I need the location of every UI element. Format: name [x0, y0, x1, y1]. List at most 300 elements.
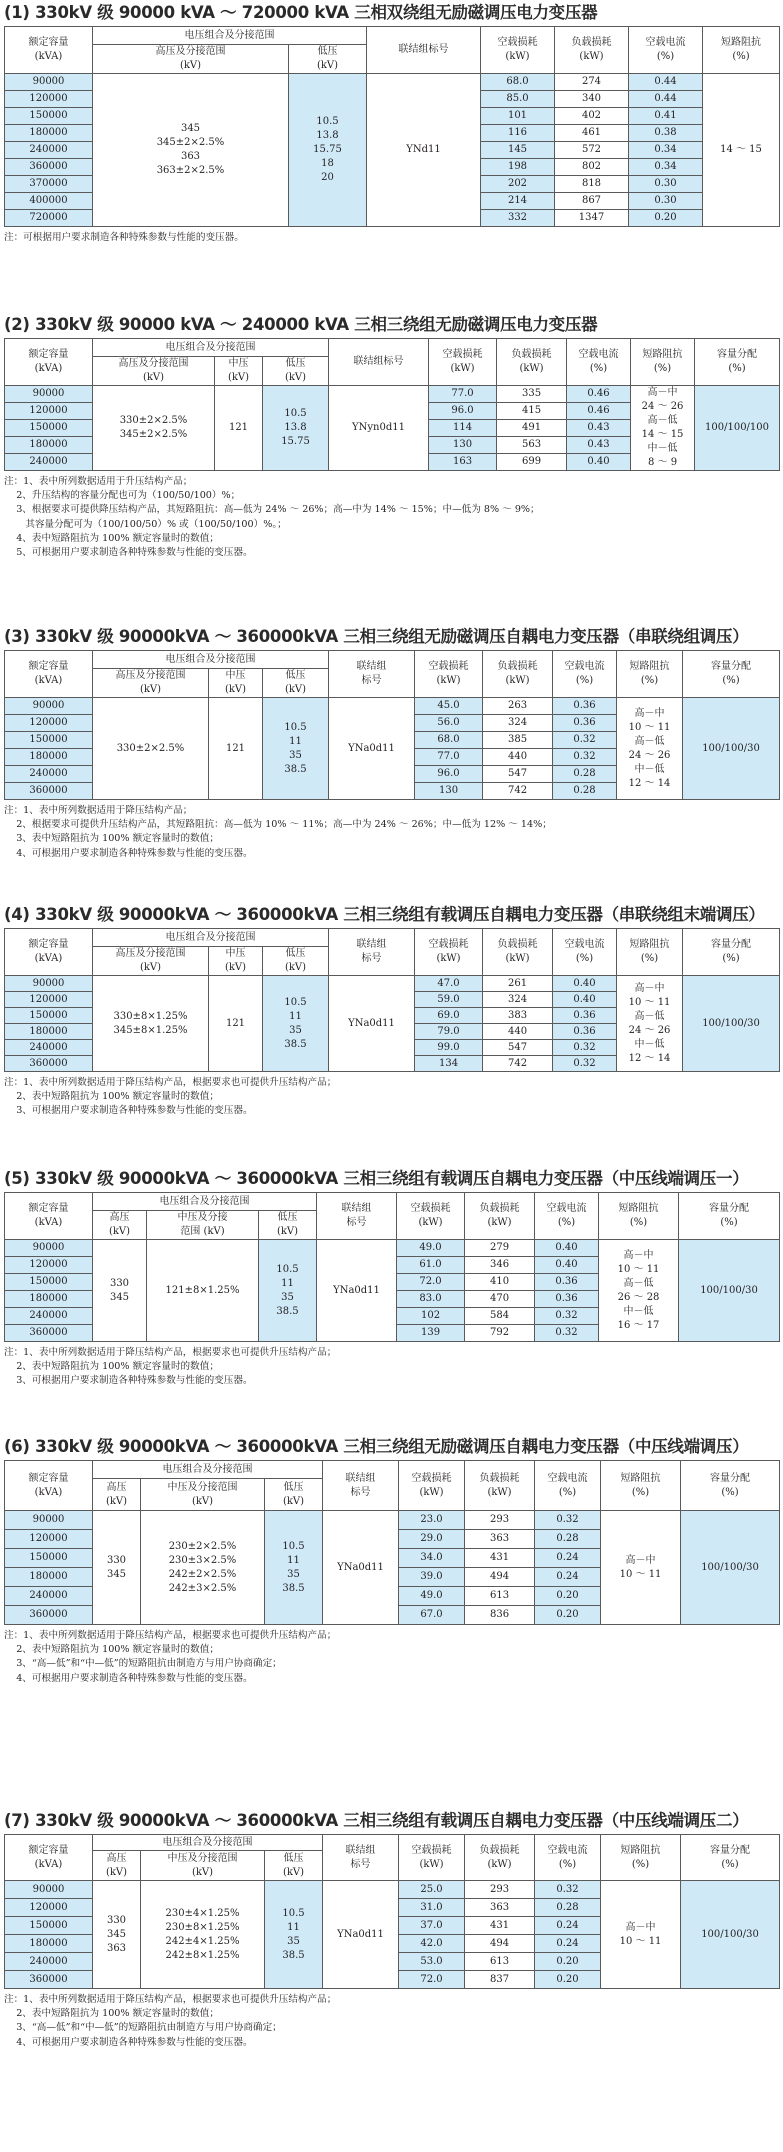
header-voltage-group: 电压组合及分接范围 [93, 339, 329, 357]
load-loss-cell: 461 [555, 125, 629, 142]
spec-table [4, 338, 780, 471]
load-loss-cell: 867 [555, 193, 629, 210]
load-loss-cell: 410 [465, 1274, 535, 1291]
no-load-current-cell: 0.36 [553, 715, 617, 732]
header-connection: 联结组 标号 [317, 1193, 397, 1240]
load-loss-cell: 383 [483, 1008, 553, 1024]
header-no-load-current: 空载电流 (%) [535, 1461, 601, 1511]
load-loss-cell: 293 [465, 1881, 535, 1899]
no-load-current-cell: 0.36 [553, 698, 617, 715]
no-load-current-cell: 0.24 [535, 1917, 601, 1935]
impedance-cell: 高－中 24 ～ 26 高－低 14 ～ 15 中－低 8 ～ 9 [631, 386, 695, 471]
distribution-cell: 100/100/30 [679, 1240, 780, 1342]
capacity-cell: 120000 [5, 1899, 93, 1917]
no-load-loss-cell: 67.0 [399, 1606, 465, 1625]
capacity-cell: 120000 [5, 1257, 93, 1274]
header-no-load-loss: 空载损耗 (kW) [415, 651, 483, 698]
distribution-cell: 100/100/100 [695, 386, 780, 471]
capacity-cell: 240000 [5, 1308, 93, 1325]
capacity-cell: 150000 [5, 420, 93, 437]
distribution-cell: 100/100/30 [683, 698, 780, 800]
table-section-2 [4, 312, 779, 560]
lv-cell: 10.5 11 35 38.5 [263, 976, 329, 1072]
header-hv: 高压及分接范围 (kV) [93, 669, 209, 698]
no-load-loss-cell: 23.0 [399, 1511, 465, 1530]
header-distribution: 容量分配 (%) [695, 339, 780, 386]
note-line: 4、可根据用户要求制造各种特殊参数与性能的变压器。 [4, 847, 253, 859]
notes [4, 475, 779, 560]
header-no-load-loss: 空载损耗 (kW) [397, 1193, 465, 1240]
load-loss-cell: 613 [465, 1587, 535, 1606]
header-voltage-group: 电压组合及分接范围 [93, 1835, 323, 1851]
no-load-loss-cell: 102 [397, 1308, 465, 1325]
header-distribution: 容量分配 (%) [681, 1461, 780, 1511]
no-load-loss-cell: 45.0 [415, 698, 483, 715]
load-loss-cell: 440 [483, 749, 553, 766]
capacity-cell: 180000 [5, 1935, 93, 1953]
no-load-current-cell: 0.41 [629, 108, 703, 125]
header-voltage-group: 电压组合及分接范围 [93, 1193, 317, 1211]
no-load-current-cell: 0.46 [567, 403, 631, 420]
capacity-cell: 120000 [5, 992, 93, 1008]
mv-cell: 230±4×1.25% 230±8×1.25% 242±4×1.25% 242±8×1.25% [141, 1881, 265, 1989]
no-load-loss-cell: 72.0 [397, 1274, 465, 1291]
no-load-current-cell: 0.24 [535, 1935, 601, 1953]
header-mv: 中压及分接范围 (kV) [141, 1479, 265, 1511]
load-loss-cell: 563 [497, 437, 567, 454]
no-load-loss-cell: 130 [415, 783, 483, 800]
header-mv: 中压 (kV) [209, 669, 263, 698]
no-load-loss-cell: 114 [429, 420, 497, 437]
no-load-loss-cell: 68.0 [415, 732, 483, 749]
no-load-loss-cell: 29.0 [399, 1530, 465, 1549]
mv-cell: 121 [209, 976, 263, 1072]
connection-cell: YNa0d11 [323, 1511, 399, 1625]
hv-cell: 330 345 [93, 1511, 141, 1625]
capacity-cell: 240000 [5, 1040, 93, 1056]
note-line: 注：1、表中所列数据适用于降压结构产品； [4, 805, 193, 816]
header-distribution: 容量分配 (%) [679, 1193, 780, 1240]
note-line: 注：1、表中所列数据适用于降压结构产品，根据要求也可提供升压结构产品； [4, 1630, 337, 1641]
notes [4, 231, 779, 245]
no-load-loss-cell: 56.0 [415, 715, 483, 732]
note-line: 2、根据要求可提供升压结构产品，其短路阻抗：高—低为 10% ～ 11%；高—中为 24% ～ 26%；中—低为 12% ～ 14%； [4, 819, 552, 831]
header-no-load-current: 空载电流 (%) [553, 651, 617, 698]
capacity-cell: 180000 [5, 437, 93, 454]
load-loss-cell: 494 [465, 1568, 535, 1587]
no-load-loss-cell: 42.0 [399, 1935, 465, 1953]
impedance-cell: 高－中 10 ～ 11 [601, 1511, 681, 1625]
no-load-loss-cell: 116 [481, 125, 555, 142]
capacity-cell: 120000 [5, 1530, 93, 1549]
load-loss-cell: 547 [483, 766, 553, 783]
header-load-loss: 负载损耗 (kW) [483, 651, 553, 698]
header-capacity: 额定容量 (kVA) [5, 339, 93, 386]
header-voltage-group: 电压组合及分接范围 [93, 27, 367, 45]
header-capacity: 额定容量 (kVA) [5, 929, 93, 976]
spec-table [4, 1834, 780, 1989]
no-load-current-cell: 0.40 [553, 992, 617, 1008]
load-loss-cell: 802 [555, 159, 629, 176]
no-load-current-cell: 0.20 [535, 1587, 601, 1606]
distribution-cell: 100/100/30 [681, 1881, 780, 1989]
no-load-loss-cell: 96.0 [415, 766, 483, 783]
capacity-cell: 240000 [5, 454, 93, 471]
no-load-current-cell: 0.24 [535, 1568, 601, 1587]
no-load-current-cell: 0.20 [535, 1971, 601, 1989]
note-line: 注：1、表中所列数据适用于降压结构产品，根据要求也可提供升压结构产品； [4, 1347, 337, 1358]
no-load-loss-cell: 163 [429, 454, 497, 471]
table-row [5, 698, 780, 715]
load-loss-cell: 335 [497, 386, 567, 403]
notes [4, 1629, 779, 1686]
capacity-cell: 90000 [5, 386, 93, 403]
connection-cell: YNyn0d11 [329, 386, 429, 471]
no-load-current-cell: 0.40 [567, 454, 631, 471]
no-load-current-cell: 0.20 [535, 1606, 601, 1625]
capacity-cell: 90000 [5, 74, 93, 91]
mv-cell: 121 [215, 386, 263, 471]
load-loss-cell: 836 [465, 1606, 535, 1625]
capacity-cell: 150000 [5, 108, 93, 125]
header-capacity: 额定容量 (kVA) [5, 1193, 93, 1240]
no-load-loss-cell: 85.0 [481, 91, 555, 108]
no-load-current-cell: 0.24 [535, 1549, 601, 1568]
no-load-current-cell: 0.36 [535, 1291, 599, 1308]
no-load-current-cell: 0.28 [535, 1530, 601, 1549]
no-load-current-cell: 0.30 [629, 193, 703, 210]
load-loss-cell: 613 [465, 1953, 535, 1971]
note-line: 2、升压结构的容量分配也可为（100/50/100）%； [4, 490, 241, 502]
header-no-load-loss: 空载损耗 (kW) [399, 1461, 465, 1511]
no-load-loss-cell: 53.0 [399, 1953, 465, 1971]
note-line: 3、“高—低”和“中—低”的短路阻抗由制造方与用户协商确定； [4, 2022, 282, 2034]
load-loss-cell: 837 [465, 1971, 535, 1989]
connection-cell: YNd11 [367, 74, 481, 227]
header-impedance: 短路阻抗 (%) [599, 1193, 679, 1240]
header-capacity: 额定容量 (kVA) [5, 1461, 93, 1511]
header-hv: 高压 (kV) [93, 1851, 141, 1881]
capacity-cell: 240000 [5, 766, 93, 783]
header-connection: 联结组 标号 [323, 1835, 399, 1881]
section-title: (4) 330kV 级 90000kVA ～ 360000kVA 三相三绕组有载调压自耦电力变压器（串联绕组末端调压） [4, 905, 765, 924]
capacity-cell: 150000 [5, 1274, 93, 1291]
notes [4, 1993, 779, 2050]
load-loss-cell: 363 [465, 1530, 535, 1549]
no-load-current-cell: 0.20 [629, 210, 703, 227]
load-loss-cell: 792 [465, 1325, 535, 1342]
no-load-loss-cell: 79.0 [415, 1024, 483, 1040]
table-section-7 [4, 1808, 779, 2050]
header-no-load-current: 空载电流 (%) [567, 339, 631, 386]
no-load-loss-cell: 77.0 [429, 386, 497, 403]
header-lv: 低压 (kV) [265, 1479, 323, 1511]
note-line: 4、可根据用户要求制造各种特殊参数与性能的变压器。 [4, 2036, 253, 2048]
capacity-cell: 240000 [5, 1587, 93, 1606]
note-line: 2、表中短路阻抗为 100% 额定容量时的数值； [4, 2008, 219, 2020]
note-line: 注：1、表中所列数据适用于降压结构产品，根据要求也可提供升压结构产品； [4, 1994, 337, 2005]
hv-cell: 330±2×2.5% [93, 698, 209, 800]
no-load-loss-cell: 68.0 [481, 74, 555, 91]
load-loss-cell: 572 [555, 142, 629, 159]
load-loss-cell: 547 [483, 1040, 553, 1056]
header-load-loss: 负载损耗 (kW) [465, 1835, 535, 1881]
no-load-loss-cell: 332 [481, 210, 555, 227]
header-hv: 高压及分接范围 (kV) [93, 357, 215, 386]
no-load-loss-cell: 202 [481, 176, 555, 193]
header-connection: 联结组 标号 [323, 1461, 399, 1511]
lv-cell: 10.5 11 35 38.5 [265, 1881, 323, 1989]
load-loss-cell: 440 [483, 1024, 553, 1040]
header-impedance: 短路阻抗 (%) [601, 1461, 681, 1511]
no-load-loss-cell: 49.0 [397, 1240, 465, 1257]
no-load-loss-cell: 61.0 [397, 1257, 465, 1274]
table-row [5, 386, 780, 403]
load-loss-cell: 385 [483, 732, 553, 749]
capacity-cell: 120000 [5, 91, 93, 108]
note-line: 2、表中短路阻抗为 100% 额定容量时的数值； [4, 1644, 219, 1656]
header-lv: 低压 (kV) [265, 1851, 323, 1881]
header-voltage-group: 电压组合及分接范围 [93, 1461, 323, 1479]
note-line: 3、可根据用户要求制造各种特殊参数与性能的变压器。 [4, 1375, 253, 1387]
table-section-1 [4, 0, 779, 245]
load-loss-cell: 491 [497, 420, 567, 437]
header-lv: 低压 (kV) [289, 45, 367, 74]
impedance-cell: 高－中 10 ～ 11 [601, 1881, 681, 1989]
no-load-loss-cell: 99.0 [415, 1040, 483, 1056]
header-voltage-group: 电压组合及分接范围 [93, 651, 329, 669]
note-line: 4、表中短路阻抗为 100% 额定容量时的数值； [4, 532, 219, 544]
header-load-loss: 负载损耗 (kW) [497, 339, 567, 386]
table-row [5, 1240, 780, 1257]
no-load-current-cell: 0.28 [535, 1899, 601, 1917]
capacity-cell: 360000 [5, 1606, 93, 1625]
no-load-current-cell: 0.34 [629, 142, 703, 159]
header-distribution: 容量分配 (%) [681, 1835, 780, 1881]
no-load-loss-cell: 214 [481, 193, 555, 210]
connection-cell: YNa0d11 [329, 698, 415, 800]
no-load-current-cell: 0.32 [553, 1040, 617, 1056]
header-no-load-loss: 空载损耗 (kW) [481, 27, 555, 74]
note-line: 其容量分配可为（100/100/50）% 或（100/50/100）%。； [4, 518, 287, 530]
lv-cell: 10.5 11 35 38.5 [263, 698, 329, 800]
table-section-4 [4, 902, 779, 1119]
capacity-cell: 180000 [5, 1291, 93, 1308]
capacity-cell: 120000 [5, 403, 93, 420]
header-load-loss: 负载损耗 (kW) [555, 27, 629, 74]
capacity-cell: 240000 [5, 142, 93, 159]
capacity-cell: 360000 [5, 1325, 93, 1342]
no-load-loss-cell: 96.0 [429, 403, 497, 420]
header-hv: 高压及分接范围 (kV) [93, 45, 289, 74]
notes [4, 1346, 779, 1389]
header-distribution: 容量分配 (%) [683, 929, 780, 976]
section-title: (5) 330kV 级 90000kVA ～ 360000kVA 三相三绕组有载调压自耦电力变压器（中压线端调压一） [4, 1169, 749, 1188]
no-load-loss-cell: 198 [481, 159, 555, 176]
capacity-cell: 720000 [5, 210, 93, 227]
header-capacity: 额定容量 (kVA) [5, 651, 93, 698]
no-load-loss-cell: 72.0 [399, 1971, 465, 1989]
header-connection: 联结组 标号 [329, 929, 415, 976]
header-capacity: 额定容量 (kVA) [5, 1835, 93, 1881]
lv-cell: 10.5 13.8 15.75 18 20 [289, 74, 367, 227]
load-loss-cell: 699 [497, 454, 567, 471]
load-loss-cell: 431 [465, 1549, 535, 1568]
header-impedance: 短路阻抗 (%) [617, 929, 683, 976]
note-line: 注：1、表中所列数据适用于降压结构产品，根据要求也可提供升压结构产品； [4, 1077, 337, 1088]
no-load-current-cell: 0.32 [535, 1325, 599, 1342]
section-title: (6) 330kV 级 90000kVA ～ 360000kVA 三相三绕组无励磁调压自耦电力变压器（中压线端调压） [4, 1437, 749, 1456]
header-capacity: 额定容量 (kVA) [5, 27, 93, 74]
no-load-current-cell: 0.32 [535, 1511, 601, 1530]
capacity-cell: 90000 [5, 698, 93, 715]
capacity-cell: 370000 [5, 176, 93, 193]
header-load-loss: 负载损耗 (kW) [465, 1461, 535, 1511]
header-mv: 中压 (kV) [215, 357, 263, 386]
no-load-current-cell: 0.36 [553, 1008, 617, 1024]
impedance-cell: 14 ～ 15 [703, 74, 780, 227]
header-no-load-loss: 空载损耗 (kW) [415, 929, 483, 976]
hv-cell: 330±8×1.25% 345±8×1.25% [93, 976, 209, 1072]
note-line: 3、表中短路阻抗为 100% 额定容量时的数值； [4, 833, 219, 845]
note-line: 注：可根据用户要求制造各种特殊参数与性能的变压器。 [4, 232, 244, 243]
header-lv: 低压 (kV) [263, 357, 329, 386]
spec-table [4, 1192, 780, 1342]
no-load-loss-cell: 145 [481, 142, 555, 159]
spec-table [4, 1460, 780, 1625]
load-loss-cell: 274 [555, 74, 629, 91]
load-loss-cell: 742 [483, 783, 553, 800]
mv-cell: 121 [209, 698, 263, 800]
header-lv: 低压 (kV) [263, 669, 329, 698]
load-loss-cell: 346 [465, 1257, 535, 1274]
no-load-current-cell: 0.28 [553, 766, 617, 783]
capacity-cell: 150000 [5, 1917, 93, 1935]
header-impedance: 短路阻抗 (%) [631, 339, 695, 386]
no-load-current-cell: 0.38 [629, 125, 703, 142]
lv-cell: 10.5 11 35 38.5 [259, 1240, 317, 1342]
table-row [5, 74, 780, 91]
notes [4, 1076, 779, 1119]
no-load-loss-cell: 59.0 [415, 992, 483, 1008]
capacity-cell: 180000 [5, 1024, 93, 1040]
no-load-loss-cell: 31.0 [399, 1899, 465, 1917]
load-loss-cell: 340 [555, 91, 629, 108]
note-line: 3、可根据用户要求制造各种特殊参数与性能的变压器。 [4, 1105, 253, 1117]
lv-cell: 10.5 13.8 15.75 [263, 386, 329, 471]
header-no-load-current: 空载电流 (%) [535, 1835, 601, 1881]
no-load-loss-cell: 130 [429, 437, 497, 454]
capacity-cell: 240000 [5, 1953, 93, 1971]
capacity-cell: 150000 [5, 1008, 93, 1024]
capacity-cell: 360000 [5, 159, 93, 176]
header-impedance: 短路阻抗 (%) [601, 1835, 681, 1881]
load-loss-cell: 293 [465, 1511, 535, 1530]
header-no-load-loss: 空载损耗 (kW) [399, 1835, 465, 1881]
load-loss-cell: 263 [483, 698, 553, 715]
header-hv: 高压 (kV) [93, 1211, 147, 1240]
load-loss-cell: 470 [465, 1291, 535, 1308]
connection-cell: YNa0d11 [329, 976, 415, 1072]
load-loss-cell: 431 [465, 1917, 535, 1935]
no-load-current-cell: 0.43 [567, 437, 631, 454]
table-row [5, 1881, 780, 1899]
header-hv: 高压及分接范围 (kV) [93, 947, 209, 976]
capacity-cell: 90000 [5, 1511, 93, 1530]
header-mv: 中压及分接 范围 (kV) [147, 1211, 259, 1240]
load-loss-cell: 415 [497, 403, 567, 420]
load-loss-cell: 324 [483, 715, 553, 732]
no-load-current-cell: 0.40 [535, 1257, 599, 1274]
header-impedance: 短路阻抗 (%) [703, 27, 780, 74]
section-title: (1) 330kV 级 90000 kVA ～ 720000 kVA 三相双绕组无励磁调压电力变压器 [4, 3, 598, 22]
note-line: 2、表中短路阻抗为 100% 额定容量时的数值； [4, 1091, 219, 1103]
no-load-current-cell: 0.20 [535, 1953, 601, 1971]
distribution-cell: 100/100/30 [681, 1511, 780, 1625]
header-voltage-group: 电压组合及分接范围 [93, 929, 329, 947]
capacity-cell: 360000 [5, 1971, 93, 1989]
impedance-cell: 高－中 10 ～ 11 高－低 26 ～ 28 中－低 16 ～ 17 [599, 1240, 679, 1342]
section-title: (2) 330kV 级 90000 kVA ～ 240000 kVA 三相三绕组无励磁调压电力变压器 [4, 315, 598, 334]
no-load-loss-cell: 39.0 [399, 1568, 465, 1587]
impedance-cell: 高－中 10 ～ 11 高－低 24 ～ 26 中－低 12 ～ 14 [617, 976, 683, 1072]
mv-cell: 230±2×2.5% 230±3×2.5% 242±2×2.5% 242±3×2.5% [141, 1511, 265, 1625]
header-impedance: 短路阻抗 (%) [617, 651, 683, 698]
no-load-current-cell: 0.32 [535, 1308, 599, 1325]
load-loss-cell: 742 [483, 1056, 553, 1072]
hv-cell: 330 345 363 [93, 1881, 141, 1989]
table-section-6 [4, 1434, 779, 1686]
no-load-current-cell: 0.34 [629, 159, 703, 176]
connection-cell: YNa0d11 [323, 1881, 399, 1989]
no-load-current-cell: 0.28 [553, 783, 617, 800]
capacity-cell: 150000 [5, 732, 93, 749]
distribution-cell: 100/100/30 [683, 976, 780, 1072]
connection-cell: YNa0d11 [317, 1240, 397, 1342]
no-load-current-cell: 0.32 [553, 1056, 617, 1072]
no-load-current-cell: 0.32 [535, 1881, 601, 1899]
no-load-loss-cell: 83.0 [397, 1291, 465, 1308]
load-loss-cell: 818 [555, 176, 629, 193]
no-load-current-cell: 0.36 [553, 1024, 617, 1040]
note-line: 2、表中短路阻抗为 100% 额定容量时的数值； [4, 1361, 219, 1373]
load-loss-cell: 363 [465, 1899, 535, 1917]
no-load-loss-cell: 139 [397, 1325, 465, 1342]
no-load-current-cell: 0.32 [553, 749, 617, 766]
no-load-loss-cell: 47.0 [415, 976, 483, 992]
load-loss-cell: 261 [483, 976, 553, 992]
no-load-current-cell: 0.36 [535, 1274, 599, 1291]
header-no-load-current: 空载电流 (%) [535, 1193, 599, 1240]
capacity-cell: 90000 [5, 976, 93, 992]
note-line: 注：1、表中所列数据适用于升压结构产品； [4, 476, 193, 487]
no-load-current-cell: 0.44 [629, 74, 703, 91]
table-row [5, 976, 780, 992]
note-line: 4、可根据用户要求制造各种特殊参数与性能的变压器。 [4, 1672, 253, 1684]
capacity-cell: 360000 [5, 1056, 93, 1072]
header-hv: 高压 (kV) [93, 1479, 141, 1511]
header-no-load-current: 空载电流 (%) [629, 27, 703, 74]
no-load-current-cell: 0.46 [567, 386, 631, 403]
header-connection: 联结组 标号 [329, 651, 415, 698]
header-no-load-loss: 空载损耗 (kW) [429, 339, 497, 386]
header-mv: 中压及分接范围 (kV) [141, 1851, 265, 1881]
no-load-current-cell: 0.40 [535, 1240, 599, 1257]
header-lv: 低压 (kV) [259, 1211, 317, 1240]
note-line: 3、根据要求可提供降压结构产品，其短路阻抗：高—低为 24% ～ 26%；高—中为 14% ～ 15%；中—低为 8% ～ 9%； [4, 504, 540, 516]
hv-cell: 330±2×2.5% 345±2×2.5% [93, 386, 215, 471]
table-section-5 [4, 1166, 779, 1389]
